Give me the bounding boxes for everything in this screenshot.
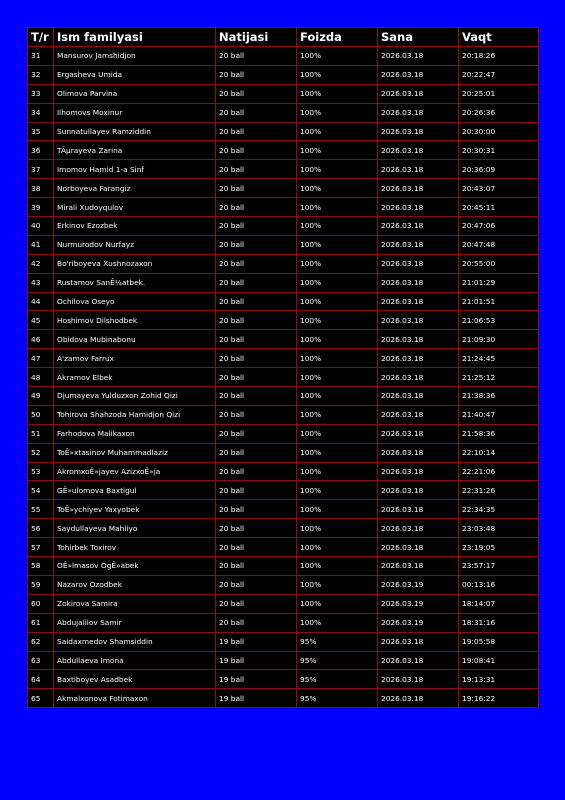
cell-date: 2026.03.18 [378, 481, 459, 500]
cell-date: 2026.03.18 [378, 424, 459, 443]
cell-time: 20:26:36 [459, 103, 539, 122]
cell-result: 20 ball [216, 575, 297, 594]
table-row [28, 424, 539, 443]
cell-result: 20 ball [216, 103, 297, 122]
cell-number: 58 [28, 557, 54, 576]
cell-percent: 100% [297, 519, 378, 538]
table-row [28, 387, 539, 406]
cell-time: 20:43:07 [459, 179, 539, 198]
cell-time: 21:06:53 [459, 311, 539, 330]
cell-number: 44 [28, 292, 54, 311]
cell-date: 2026.03.18 [378, 292, 459, 311]
cell-date: 2026.03.19 [378, 575, 459, 594]
cell-date: 2026.03.18 [378, 160, 459, 179]
cell-result: 20 ball [216, 179, 297, 198]
cell-time: 23:57:17 [459, 557, 539, 576]
cell-date: 2026.03.18 [378, 65, 459, 84]
cell-number: 36 [28, 141, 54, 160]
cell-date: 2026.03.18 [378, 443, 459, 462]
cell-full-name: Norboyeva Farangiz [54, 179, 216, 198]
cell-full-name: Farhodova Malikaxon [54, 424, 216, 443]
cell-percent: 100% [297, 254, 378, 273]
cell-date: 2026.03.18 [378, 538, 459, 557]
table-row [28, 235, 539, 254]
cell-number: 59 [28, 575, 54, 594]
cell-full-name: Obidova Mubinabonu [54, 330, 216, 349]
cell-result: 20 ball [216, 273, 297, 292]
table-row [28, 689, 539, 708]
cell-number: 42 [28, 254, 54, 273]
cell-percent: 100% [297, 47, 378, 66]
cell-date: 2026.03.18 [378, 519, 459, 538]
cell-percent: 100% [297, 424, 378, 443]
cell-full-name: Imomov Hamid 1-a Sinf [54, 160, 216, 179]
cell-full-name: Abdujalilov Samir [54, 613, 216, 632]
cell-result: 20 ball [216, 47, 297, 66]
cell-result: 20 ball [216, 538, 297, 557]
cell-result: 20 ball [216, 141, 297, 160]
cell-percent: 100% [297, 462, 378, 481]
cell-time: 20:30:00 [459, 122, 539, 141]
cell-date: 2026.03.18 [378, 500, 459, 519]
table-row [28, 349, 539, 368]
cell-time: 20:22:47 [459, 65, 539, 84]
cell-time: 22:21:06 [459, 462, 539, 481]
cell-time: 21:01:51 [459, 292, 539, 311]
cell-full-name: Baxtiboyev Asadbek [54, 670, 216, 689]
table-body [28, 47, 539, 708]
cell-result: 20 ball [216, 594, 297, 613]
cell-result: 20 ball [216, 65, 297, 84]
cell-date: 2026.03.18 [378, 273, 459, 292]
cell-percent: 100% [297, 538, 378, 557]
cell-full-name: Saidaxmedov Shamsiddin [54, 632, 216, 651]
table-row [28, 254, 539, 273]
table-row [28, 103, 539, 122]
cell-full-name: Tohirbek Toxirov [54, 538, 216, 557]
cell-time: 20:47:48 [459, 235, 539, 254]
cell-date: 2026.03.18 [378, 198, 459, 217]
cell-number: 56 [28, 519, 54, 538]
cell-time: 22:34:35 [459, 500, 539, 519]
cell-number: 62 [28, 632, 54, 651]
cell-number: 60 [28, 594, 54, 613]
cell-percent: 100% [297, 311, 378, 330]
cell-time: 21:09:30 [459, 330, 539, 349]
cell-percent: 100% [297, 405, 378, 424]
cell-number: 54 [28, 481, 54, 500]
cell-result: 20 ball [216, 481, 297, 500]
header-time: Vaqt [459, 28, 539, 47]
cell-number: 50 [28, 405, 54, 424]
cell-result: 20 ball [216, 387, 297, 406]
cell-date: 2026.03.18 [378, 217, 459, 236]
header-full-name: Ism familyasi [54, 28, 216, 47]
cell-percent: 100% [297, 481, 378, 500]
cell-full-name: Ochilova Oseyo [54, 292, 216, 311]
cell-result: 20 ball [216, 160, 297, 179]
cell-result: 19 ball [216, 632, 297, 651]
cell-number: 48 [28, 368, 54, 387]
cell-date: 2026.03.18 [378, 47, 459, 66]
header-result: Natijasi [216, 28, 297, 47]
cell-number: 31 [28, 47, 54, 66]
cell-percent: 100% [297, 575, 378, 594]
cell-full-name: TÃµrayeva Zarina [54, 141, 216, 160]
cell-date: 2026.03.18 [378, 254, 459, 273]
cell-time: 19:05:58 [459, 632, 539, 651]
cell-number: 51 [28, 424, 54, 443]
cell-time: 00:13:16 [459, 575, 539, 594]
cell-result: 20 ball [216, 462, 297, 481]
cell-full-name: Abdullaeva Imona [54, 651, 216, 670]
cell-date: 2026.03.18 [378, 84, 459, 103]
table-row [28, 651, 539, 670]
table-row [28, 519, 539, 538]
cell-date: 2026.03.18 [378, 405, 459, 424]
cell-full-name: A'zamov Farrux [54, 349, 216, 368]
table-row [28, 47, 539, 66]
table-row [28, 273, 539, 292]
cell-time: 21:01:29 [459, 273, 539, 292]
cell-date: 2026.03.18 [378, 122, 459, 141]
table-row [28, 198, 539, 217]
cell-result: 20 ball [216, 519, 297, 538]
cell-percent: 100% [297, 122, 378, 141]
cell-time: 18:31:16 [459, 613, 539, 632]
table-row [28, 292, 539, 311]
cell-date: 2026.03.19 [378, 613, 459, 632]
cell-number: 65 [28, 689, 54, 708]
cell-date: 2026.03.18 [378, 349, 459, 368]
cell-percent: 100% [297, 387, 378, 406]
cell-result: 20 ball [216, 311, 297, 330]
table-row [28, 405, 539, 424]
table-row [28, 311, 539, 330]
table-row [28, 122, 539, 141]
cell-date: 2026.03.19 [378, 594, 459, 613]
cell-percent: 100% [297, 217, 378, 236]
cell-result: 20 ball [216, 122, 297, 141]
cell-full-name: Mansurov Jamshidjon [54, 47, 216, 66]
cell-date: 2026.03.18 [378, 462, 459, 481]
header-date: Sana [378, 28, 459, 47]
cell-percent: 100% [297, 443, 378, 462]
cell-full-name: ToÊ»xtasinov Muhammadlaziz [54, 443, 216, 462]
cell-result: 20 ball [216, 235, 297, 254]
table-row [28, 613, 539, 632]
table-row [28, 670, 539, 689]
cell-full-name: Tohirova Shahzoda Hamidjon Qizi [54, 405, 216, 424]
cell-number: 41 [28, 235, 54, 254]
cell-full-name: Saydullayeva Mahliyo [54, 519, 216, 538]
table-row [28, 179, 539, 198]
cell-number: 39 [28, 198, 54, 217]
table-row [28, 500, 539, 519]
cell-percent: 100% [297, 594, 378, 613]
cell-time: 19:16:22 [459, 689, 539, 708]
cell-percent: 95% [297, 689, 378, 708]
cell-time: 21:24:45 [459, 349, 539, 368]
cell-result: 20 ball [216, 443, 297, 462]
cell-result: 20 ball [216, 330, 297, 349]
cell-percent: 100% [297, 179, 378, 198]
cell-full-name: AkromxoÊ»jayev AzizxoÊ»ja [54, 462, 216, 481]
cell-number: 45 [28, 311, 54, 330]
table-row [28, 575, 539, 594]
cell-percent: 100% [297, 330, 378, 349]
cell-time: 20:36:09 [459, 160, 539, 179]
cell-percent: 100% [297, 273, 378, 292]
cell-full-name: Akramov Elbek [54, 368, 216, 387]
cell-time: 21:38:36 [459, 387, 539, 406]
cell-number: 35 [28, 122, 54, 141]
cell-full-name: Ergasheva Umida [54, 65, 216, 84]
cell-time: 18:14:07 [459, 594, 539, 613]
cell-date: 2026.03.18 [378, 368, 459, 387]
table-header [28, 28, 539, 47]
cell-time: 20:47:06 [459, 217, 539, 236]
cell-number: 63 [28, 651, 54, 670]
header-percent: Foizda [297, 28, 378, 47]
cell-number: 52 [28, 443, 54, 462]
header-row [28, 28, 539, 47]
cell-full-name: GÊ»ulomova Baxtigul [54, 481, 216, 500]
cell-date: 2026.03.18 [378, 670, 459, 689]
cell-percent: 100% [297, 160, 378, 179]
cell-number: 43 [28, 273, 54, 292]
cell-number: 53 [28, 462, 54, 481]
cell-date: 2026.03.18 [378, 557, 459, 576]
table-row [28, 462, 539, 481]
cell-date: 2026.03.18 [378, 330, 459, 349]
cell-percent: 100% [297, 557, 378, 576]
cell-full-name: Zokirova Samira [54, 594, 216, 613]
cell-full-name: Mirali Xudoyqulov [54, 198, 216, 217]
cell-percent: 100% [297, 141, 378, 160]
cell-number: 47 [28, 349, 54, 368]
cell-number: 57 [28, 538, 54, 557]
cell-percent: 100% [297, 65, 378, 84]
table-row [28, 538, 539, 557]
cell-number: 61 [28, 613, 54, 632]
table-row [28, 594, 539, 613]
cell-number: 64 [28, 670, 54, 689]
cell-time: 21:40:47 [459, 405, 539, 424]
cell-time: 21:25:12 [459, 368, 539, 387]
cell-result: 20 ball [216, 424, 297, 443]
results-sheet [27, 27, 538, 708]
cell-percent: 95% [297, 632, 378, 651]
header-number: T/r [28, 28, 54, 47]
cell-date: 2026.03.18 [378, 651, 459, 670]
cell-percent: 95% [297, 670, 378, 689]
table-row [28, 84, 539, 103]
table-row [28, 160, 539, 179]
cell-number: 37 [28, 160, 54, 179]
cell-result: 20 ball [216, 84, 297, 103]
cell-percent: 100% [297, 368, 378, 387]
cell-number: 38 [28, 179, 54, 198]
cell-result: 20 ball [216, 613, 297, 632]
table-row [28, 141, 539, 160]
cell-time: 20:18:26 [459, 47, 539, 66]
cell-date: 2026.03.18 [378, 235, 459, 254]
cell-result: 20 ball [216, 557, 297, 576]
cell-result: 20 ball [216, 500, 297, 519]
cell-number: 32 [28, 65, 54, 84]
cell-number: 33 [28, 84, 54, 103]
cell-full-name: Rustamov SanÊ¼atbek. [54, 273, 216, 292]
table-row [28, 557, 539, 576]
cell-time: 20:30:31 [459, 141, 539, 160]
cell-date: 2026.03.18 [378, 311, 459, 330]
cell-time: 22:31:26 [459, 481, 539, 500]
cell-result: 20 ball [216, 217, 297, 236]
cell-result: 19 ball [216, 651, 297, 670]
cell-time: 22:10:14 [459, 443, 539, 462]
cell-number: 49 [28, 387, 54, 406]
cell-result: 19 ball [216, 670, 297, 689]
cell-full-name: Nazarov Ozodbek [54, 575, 216, 594]
cell-result: 20 ball [216, 368, 297, 387]
table-row [28, 481, 539, 500]
table-row [28, 368, 539, 387]
cell-number: 34 [28, 103, 54, 122]
cell-percent: 100% [297, 292, 378, 311]
table-row [28, 443, 539, 462]
cell-full-name: Erkinov Ezozbek [54, 217, 216, 236]
cell-date: 2026.03.18 [378, 632, 459, 651]
cell-time: 23:03:48 [459, 519, 539, 538]
cell-full-name: Bo'riboyeva Xushnozaxon [54, 254, 216, 273]
cell-time: 23:19:05 [459, 538, 539, 557]
cell-percent: 100% [297, 349, 378, 368]
cell-result: 20 ball [216, 349, 297, 368]
cell-date: 2026.03.18 [378, 387, 459, 406]
cell-date: 2026.03.18 [378, 179, 459, 198]
cell-full-name: Hoshimov Dilshodbek [54, 311, 216, 330]
cell-result: 20 ball [216, 405, 297, 424]
cell-number: 46 [28, 330, 54, 349]
cell-number: 55 [28, 500, 54, 519]
cell-time: 21:58:36 [459, 424, 539, 443]
cell-full-name: Nurmurodov Nurfayz [54, 235, 216, 254]
table-row [28, 217, 539, 236]
table-row [28, 330, 539, 349]
cell-percent: 100% [297, 235, 378, 254]
cell-result: 19 ball [216, 689, 297, 708]
results-table [27, 27, 539, 708]
cell-percent: 100% [297, 103, 378, 122]
cell-time: 19:08:41 [459, 651, 539, 670]
cell-full-name: Akmalxonova Fotimaxon [54, 689, 216, 708]
cell-result: 20 ball [216, 292, 297, 311]
cell-time: 19:13:31 [459, 670, 539, 689]
cell-percent: 100% [297, 198, 378, 217]
cell-full-name: Olimova Parvina [54, 84, 216, 103]
cell-time: 20:55:00 [459, 254, 539, 273]
cell-date: 2026.03.18 [378, 689, 459, 708]
table-row [28, 65, 539, 84]
cell-time: 20:45:11 [459, 198, 539, 217]
cell-date: 2026.03.18 [378, 103, 459, 122]
table-row [28, 632, 539, 651]
cell-full-name: Sunnatullayev Ramziddin [54, 122, 216, 141]
cell-percent: 100% [297, 84, 378, 103]
cell-full-name: ToÊ»ychiyev Yaxyobek [54, 500, 216, 519]
cell-percent: 100% [297, 613, 378, 632]
cell-date: 2026.03.18 [378, 141, 459, 160]
cell-number: 40 [28, 217, 54, 236]
cell-time: 20:25:01 [459, 84, 539, 103]
cell-full-name: Ilhomovs Moxinur [54, 103, 216, 122]
cell-result: 20 ball [216, 254, 297, 273]
cell-percent: 95% [297, 651, 378, 670]
cell-percent: 100% [297, 500, 378, 519]
cell-full-name: OÊ»lmasov OgÊ»abek [54, 557, 216, 576]
cell-full-name: Djumayeva Yulduzxon Zohid Qizi [54, 387, 216, 406]
cell-result: 20 ball [216, 198, 297, 217]
